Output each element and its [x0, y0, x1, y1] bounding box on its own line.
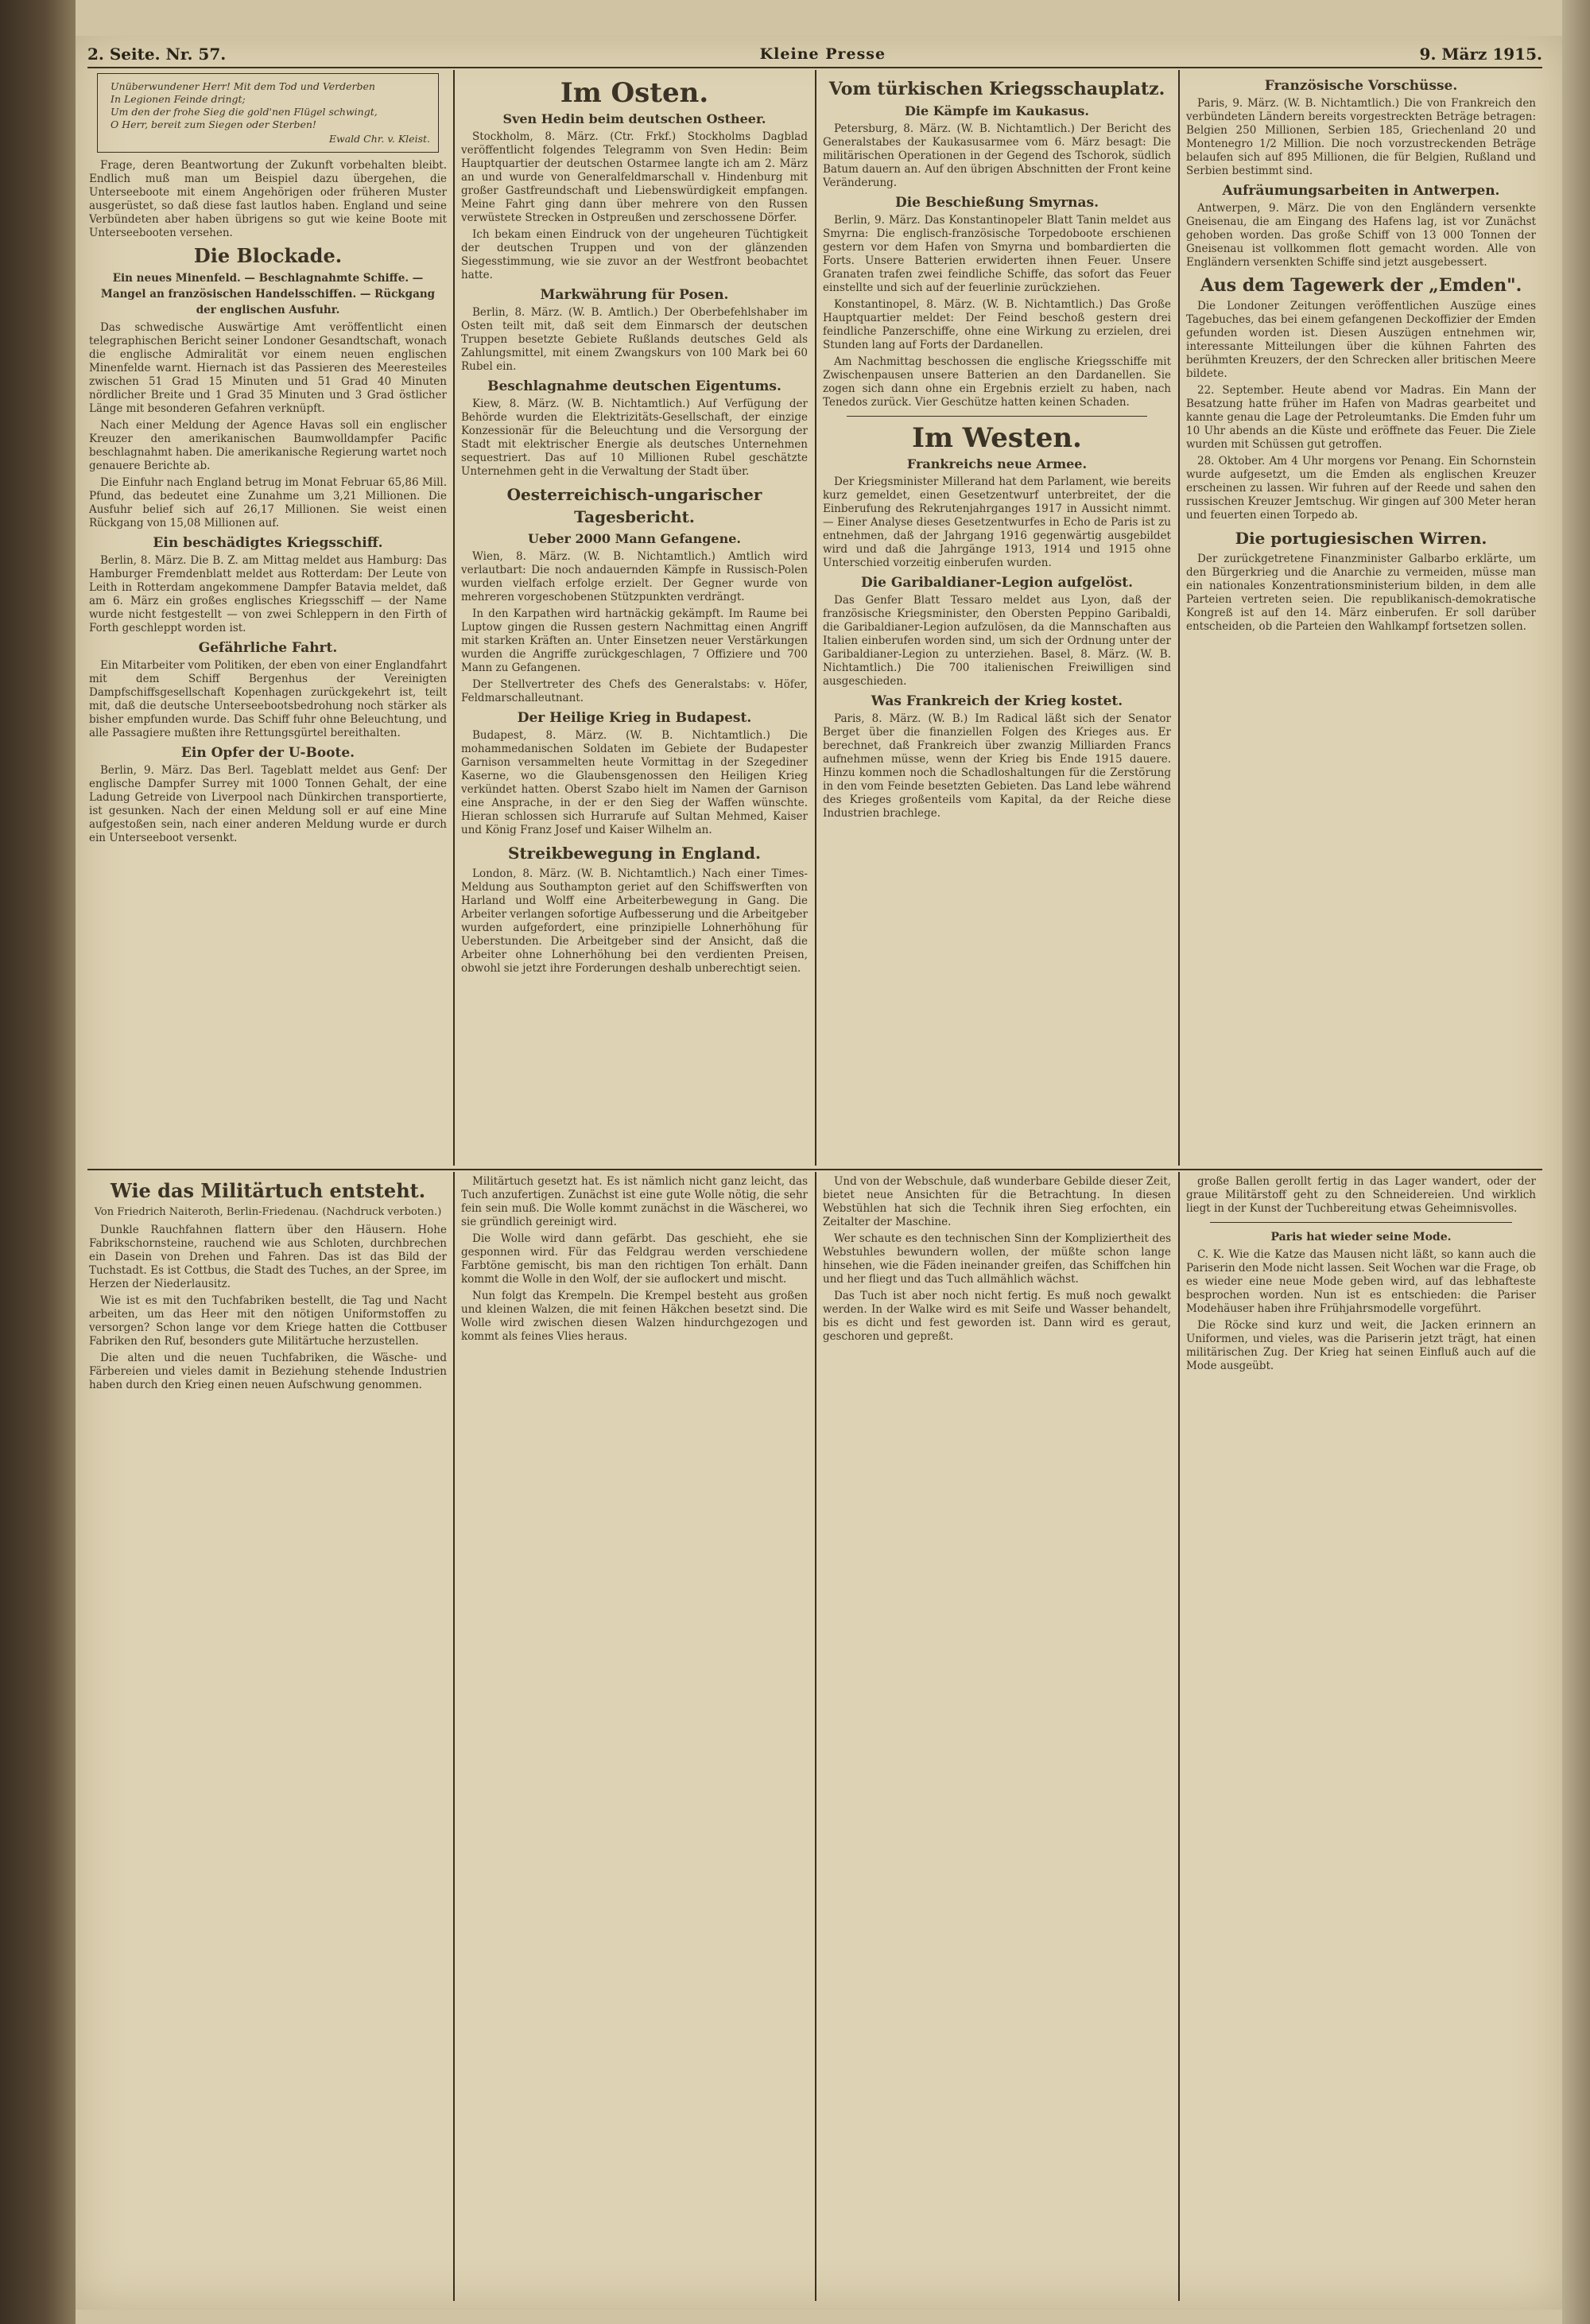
- article-paragraph: Dunkle Rauchfahnen flattern über den Häusern. Hohe Fabrikschornsteine, rauchend wie aus Schloten, durchbrechen ein Dasein von Drehen und Fahren. Das ist das Bild der Tuchstadt. Es ist Cottbus, die Stadt des Tuches, an der Spree, im Herzen der Niederlausitz.: [89, 1224, 447, 1290]
- headline-war-cost: Was Frankreich der Krieg kostet.: [871, 693, 1123, 709]
- subheadline-east: Sven Hedin beim deutschen Ostheer.: [502, 111, 766, 126]
- feuilleton-col-2: [461, 1175, 808, 2296]
- headline-smyrna: Die Beschießung Smyrnas.: [894, 195, 1099, 211]
- subheadline-west: Frankreichs neue Armee.: [906, 456, 1088, 471]
- headline-advances: Französische Vorschüsse.: [1264, 78, 1458, 94]
- article-byline: Von Friedrich Naiteroth, Berlin-Friedenau. (Nachdruck verboten.): [94, 1206, 442, 1218]
- article-paragraph: 22. September. Heute abend vor Madras. Ein Mann der Besatzung hatte früher im Hafen von Madras gearbeitet und kannte genau die Lage der Petroleumtanks. Die Emden fuhr um 10 Uhr abends an die Küste und eröffnete das Feuer. Die Ziele wurden mit Schüssen gut getroffen.: [1186, 384, 1536, 451]
- article-paragraph: Budapest, 8. März. (W. B. Nichtamtlich.) Die mohammedanischen Soldaten im Gebiete der Budapester Garnison versammelten heute Vormittag in der Szegediner Kaserne, wo die Glaubensgenossen den Heiligen Krieg verkündet hatten. Oberst Szabo hielt im Namen der Garnison eine Ansprache, in der er den Sieg der Waffen wünschte. Hieran schlossen sich Hurrarufe auf Sultan Mehmed, Kaiser und König Franz Josef und Kaiser Wilhelm an.: [461, 729, 808, 836]
- book-binding: [0, 0, 76, 2324]
- headline-property: Beschlagnahme deutschen Eigentums.: [487, 378, 781, 394]
- article-paragraph: Militärtuch gesetzt hat. Es ist nämlich nicht ganz leicht, das Tuch anzufertigen. Zunächst ist eine gute Wolle nötig, die sehr fein sein muß. Die Wolle kommt zunächst in die Wäscherei, wo sie gründlich gereinigt wird.: [461, 1175, 808, 1228]
- headline-uboat-victim: Ein Opfer der U-Boote.: [180, 745, 355, 761]
- poem-author: Ewald Chr. v. Kleist.: [328, 133, 430, 145]
- article-paragraph: London, 8. März. (W. B. Nichtamtlich.) Nach einer Times-Meldung aus Southampton geriet auf den Schiffswerften von Harland und Wolff eine Arbeiterbewegung in Gang. Die Arbeiter verlangen sofortige Aufbesserung und die Arbeitgeber wurden aufgefordert, eine prinzipielle Lohnerhöhung für Ueberstunden. Die Arbeitgeber sind der Ansicht, daß die Arbeiter ohne Lohnerhöhung bei den verdienten Preisen, obwohl sie jetzt ihre Forderungen deshalb unberechtigt seien.: [461, 867, 808, 975]
- feuilleton-col-1: [89, 1175, 447, 2296]
- article-paragraph: In den Karpathen wird hartnäckig gekämpft. Im Raume bei Luptow gingen die Russen gestern Nachmittag einen Angriff mit starken Kräften an. Unter Einsetzen neuer Verstärkungen wurden die Angriffe zurückgeschlagen, 7 Offiziere und 700 Mann zu Gefangenen.: [461, 607, 808, 674]
- article-paragraph: Nach einer Meldung der Agence Havas soll ein englischer Kreuzer den amerikanischen Baumwolldampfer Pacific beschlagnahmt haben. Die amerikanische Regierung wartet noch genauere Berichte ab.: [89, 419, 447, 472]
- article-paragraph: Die alten und die neuen Tuchfabriken, die Wäsche- und Färbereien und vieles damit in Beziehung stehende Industrien haben durch den Krieg einen neuen Aufschwung genommen.: [89, 1352, 447, 1391]
- headline-antwerp: Aufräumungsarbeiten in Antwerpen.: [1222, 183, 1500, 199]
- headline-garibaldi: Die Garibaldianer-Legion aufgelöst.: [860, 575, 1134, 591]
- poem-line: Unüberwundener Herr! Mit dem Tod und Verderben: [111, 80, 375, 92]
- article-paragraph: Wien, 8. März. (W. B. Nichtamtlich.) Amtlich wird verlautbart: Die noch andauernden Kämpfe in Russisch-Polen wurden vielfach erfolge erzielt. Der Gegner wurde von mehreren vorgeschobenen Stützpunkten verdrängt.: [461, 550, 808, 603]
- header-rule: [87, 67, 1542, 68]
- column-rule: [453, 1172, 455, 2301]
- page-edge: [1562, 0, 1590, 2324]
- headline-strike: Streikbewegung in England.: [508, 844, 761, 863]
- article-paragraph: Wer schaute es den technischen Sinn der Kompliziertheit des Webstuhles bewundern wollen, der müßte schon lange hinsehen, wie die Fäden ineinander greifen, das Schiffchen hin und her fliegt und das Tuch allmählich wächst.: [823, 1232, 1171, 1286]
- poem-line: In Legionen Feinde dringt;: [111, 93, 246, 105]
- article-paragraph: Konstantinopel, 8. März. (W. B. Nichtamtlich.) Das Große Hauptquartier meldet: Der Feind beschoß gestern drei feindliche Panzerschiffe, ohne eine Wirkung zu erzielen, drei Stunden lang auf Forts der Dardanellen.: [823, 298, 1171, 351]
- article-paragraph: Die Londoner Zeitungen veröffentlichen Auszüge eines Tagebuches, das bei einem gefangenen Deckoffizier der Emden gefunden worden ist. Diesen Auszügen entnehmen wir, interessante Mitteilungen über die kühnen Fahrten des berühmten Kreuzers, der den Schrecken aller britischen Meere bildete.: [1186, 300, 1536, 380]
- article-paragraph: Petersburg, 8. März. (W. B. Nichtamtlich.) Der Bericht des Generalstabes der Kaukasusarmee vom 6. März besagt: Die militärischen Operationen in der Gegend des Tschorok, südlich Batum dauern an. Auf den übrigen Abschnitten der Front keine Veränderung.: [823, 122, 1171, 189]
- article-paragraph: Das Tuch ist aber noch nicht fertig. Es muß noch gewalkt werden. In der Walke wird es mit Seife und Wasser behandelt, bis es dicht und fest geworden ist. Dann wird es geraut, geschoren und gepreßt.: [823, 1290, 1171, 1343]
- issue-date: 9. März 1915.: [1419, 45, 1542, 64]
- page-number: 2. Seite. Nr. 57.: [87, 45, 227, 64]
- article-paragraph: Die Wolle wird dann gefärbt. Das geschieht, ehe sie gesponnen wird. Für das Feldgrau werden verschiedene Farbtöne gemischt, bis man den richtigen Ton erhält. Dann kommt die Wolle in den Wolf, der sie auflockert und mischt.: [461, 1232, 808, 1286]
- article-paragraph: Berlin, 8. März. (W. B. Amtlich.) Der Oberbefehlshaber im Osten teilt mit, daß seit dem Einmarsch der deutschen Truppen besetzte Gebiete Rußlands deutsches Geld als Zahlungsmittel, mit einem Zwangskurs von 100 Mark bei 60 Rubel ein.: [461, 306, 808, 373]
- poem-box: [97, 73, 439, 153]
- column-rule: [1178, 70, 1180, 1166]
- newspaper-title: Kleine Presse: [759, 45, 886, 63]
- headline-holy-war: Der Heilige Krieg in Budapest.: [517, 710, 752, 726]
- headline-portugal: Die portugiesischen Wirren.: [1235, 529, 1487, 548]
- article-paragraph: Berlin, 8. März. Die B. Z. am Mittag meldet aus Hamburg: Das Hamburger Fremdenblatt meldet aus Rotterdam: Der Leute von Leith in Rotterdam angekommene Dampfer Batavia meldet, daß am 6. März ein großes englisches Kriegsschiff — der Name wurde nicht festgestellt — von zwei Schleppern in den Firth of Forth geschleppt worden ist.: [89, 554, 447, 634]
- headline-dangerous-trip: Gefährliche Fahrt.: [198, 640, 338, 656]
- section-divider: [1210, 1222, 1512, 1223]
- article-paragraph: Antwerpen, 9. März. Die von den Engländern versenkte Gneisenau, die am Eingang des Hafens lag, ist vor Zunächst gehoben worden. Das große Schiff von 13 000 Tonnen der Gneisenau ist vollkommen flott gemacht worden. Alle von Engländern versenkten Schiffe sind jetzt ausgebessert.: [1186, 202, 1536, 269]
- page-header: [87, 44, 1542, 64]
- headline-damaged-ship: Ein beschädigtes Kriegsschiff.: [153, 535, 383, 551]
- article-paragraph: Das Genfer Blatt Tessaro meldet aus Lyon, daß der französische Kriegsminister, den Obersten Peppino Garibaldi, die Garibaldianer-Legion aufzulösen, da die Mannschaften aus Italien einberufen worden sind, um sich der Ordnung unter der Garibaldianer-Legion zu unterziehen. Basel, 8. März. (W. B. Nichtamtlich.) Die 700 italienischen Freiwilligen sind ausgeschieden.: [823, 594, 1171, 688]
- column-3: [823, 73, 1171, 1164]
- article-paragraph: C. K. Wie die Katze das Mausen nicht läßt, so kann auch die Pariserin den Mode nicht lassen. Seit Wochen war die Frage, ob es wieder eine neue Mode geben wird, auf das lebhafteste besprochen worden. Nun ist es entschieden: die Pariser Modehäuser haben ihre Frühjahrsmodelle vorgeführt.: [1186, 1248, 1536, 1315]
- article-paragraph: Kiew, 8. März. (W. B. Nichtamtlich.) Auf Verfügung der Behörde wurden die Elektrizitäts-Gesellschaft, der einzige Konzessionär für die Beleuchtung und die Versorgung der Stadt mit elektrischer Energie als deutsches Unternehmen sequestriert. Das auf 10 Millionen Rubel geschätzte Unternehmen geht in die Verwaltung der Stadt über.: [461, 398, 808, 478]
- feuilleton-rule: [87, 1169, 1542, 1170]
- headline-currency: Markwährung für Posen.: [540, 287, 729, 303]
- section-divider: [847, 416, 1147, 417]
- article-paragraph: Paris, 9. März. (W. B. Nichtamtlich.) Die von Frankreich den verbündeten Ländern bereits vorgestreckten Beträge betragen: Belgien 250 Millionen, Serbien 185, Griechenland 20 und Montenegro 1/2 Million. Die noch vorzustreckenden Beträge belaufen sich auf 895 Millionen, die für Belgien, Rußland und Serbien bestimmt sind.: [1186, 97, 1536, 177]
- article-paragraph: Paris, 8. März. (W. B.) Im Radical läßt sich der Senator Berget über die finanziellen Folgen des Krieges aus. Er berechnet, daß Frankreich über zwanzig Milliarden Francs aufnehmen müsse, wenn der Krieg bis Ende 1915 dauere. Hinzu kommen noch die Schadloshaltungen für die Zerstörung in den vom Feinde besetzten Gebieten. Das Land lebe während des Krieges großenteils vom Kapital, da der Reiche diese Industrien brachlege.: [823, 712, 1171, 820]
- feuilleton-col-3: [823, 1175, 1171, 2296]
- column-1: [89, 73, 447, 1164]
- article-paragraph: Der Kriegsminister Millerand hat dem Parlament, wie bereits kurz gemeldet, einen Gesetzentwurf unterbreitet, der die Einberufung des Rekrutenjahrganges 1917 in Aussicht nimmt. — Einer Analyse dieses Gesetzentwurfes in Echo de Paris ist zu entnehmen, daß der Jahrgang 1916 gegenwärtig ausgebildet wird und daß die Jahrgänge 1913, 1914 und 1915 ohne Unterschied vorzeitig einberufen wurden.: [823, 475, 1171, 569]
- article-paragraph: Die Einfuhr nach England betrug im Monat Februar 65,86 Mill. Pfund, das bedeutet eine Zunahme um 3,21 Millionen. Die Ausfuhr belief sich auf 26,17 Millionen. Sie weist einen Rückgang von 15,08 Millionen auf.: [89, 476, 447, 530]
- column-2: [461, 73, 808, 1164]
- subheadline-austria: Ueber 2000 Mann Gefangene.: [528, 531, 741, 546]
- article-paragraph: Ich bekam einen Eindruck von der ungeheuren Tüchtigkeit der deutschen Truppen und von der glänzenden Siegesstimmung, wie sie zuvor an der Westfront beobachtet hatte.: [461, 228, 808, 281]
- article-paragraph: Der Stellvertreter des Chefs des Generalstabs: v. Höfer, Feldmarschalleutnant.: [461, 678, 808, 704]
- article-paragraph: Der zurückgetretene Finanzminister Galbarbo erklärte, um den Bürgerkrieg und die Anarchie zu vermeiden, müsse man ein nationales Konzentrationsministerium bilden, in dem alle Parteien vertreten seien. Die republikanisch-demokratische Kongreß ist auf den 14. März einberufen. Er soll darüber entscheiden, ob die Parteien den Wahlkampf fortsetzen sollen.: [1186, 553, 1536, 633]
- headline-khaki: Wie das Militärtuch entsteht.: [110, 1179, 426, 1202]
- headline-east: Im Osten.: [560, 77, 709, 109]
- article-paragraph: Berlin, 9. März. Das Berl. Tageblatt meldet aus Genf: Der englische Dampfer Surrey mit 1000 Tonnen Gehalt, der eine Ladung Getreide von Liverpool nach Dünkirchen transportierte, ist gesunken. Nach der einen Meldung soll er auf eine Mine aufgestoßen sein, nach einer anderen Meldung wurde er durch ein Unterseeboot versenkt.: [89, 764, 447, 844]
- article-paragraph: Wie ist es mit den Tuchfabriken bestellt, die Tag und Nacht arbeiten, um das Heer mit den nötigen Uniformstoffen zu versorgen? Schon lange vor dem Kriege hatten die Cottbuser Fabriken den Ruf, besonders gute Militärtuche herzustellen.: [89, 1294, 447, 1348]
- article-paragraph: Und von der Webschule, daß wunderbare Gebilde dieser Zeit, bietet neue Ansichten für die Betrachtung. In diesen Webstühlen hat sich die Technik ihren Sieg erfochten, ein Zeitalter der Maschine.: [823, 1175, 1171, 1228]
- article-paragraph: Die Röcke sind kurz und weit, die Jacken erinnern an Uniformen, und vieles, was die Pariserin jetzt trägt, hat einen militärischen Zug. Der Krieg hat seinen Einfluß auch auf die Mode ausgeübt.: [1186, 1319, 1536, 1372]
- poem-line: O Herr, bereit zum Siegen oder Sterben!: [111, 118, 316, 130]
- article-paragraph: Nun folgt das Krempeln. Die Krempel besteht aus großen und kleinen Walzen, die mit feinen Häkchen besetzt sind. Die Wolle wird zwischen diesen Walzen hindurchgezogen und kommt als feines Vlies heraus.: [461, 1290, 808, 1343]
- article-paragraph: große Ballen gerollt fertig in das Lager wandert, oder der graue Militärstoff geht zu den Schneidereien. Und wirklich liegt in der Kunst der Tuchbereitung etwas Geheimnisvolles.: [1186, 1175, 1536, 1215]
- column-rule: [815, 1172, 816, 2301]
- headline-paris-fashion: Paris hat wieder seine Mode.: [1270, 1231, 1452, 1243]
- column-4: [1186, 73, 1536, 1164]
- article-paragraph: 28. Oktober. Am 4 Uhr morgens vor Penang. Ein Schornstein wurde aufgesetzt, um die Emden als englischen Kreuzer erscheinen zu lassen. Wir fuhren auf der Reede und sahen den russischen Kreuzer Jemtschug. Wir gingen auf 300 Meter heran und feuerten einen Torpedo ab.: [1186, 455, 1536, 522]
- article-paragraph: Stockholm, 8. März. (Ctr. Frkf.) Stockholms Dagblad veröffentlicht folgendes Telegramm von Sven Hedin: Beim Hauptquartier der deutschen Ostarmee langte ich am 2. März an und wurde von Generalfeldmarschall v. Hindenburg mit großer Gastfreundschaft und Liebenswürdigkeit empfangen. Meine Fahrt ging dann über mehrere von den Russen verwüstete Strecken in Ostpreußen und zerschossene Dörfer.: [461, 130, 808, 224]
- headline-emden: Aus dem Tagewerk der „Emden".: [1200, 275, 1522, 296]
- intro-paragraph: Frage, deren Beantwortung der Zukunft vorbehalten bleibt. Endlich muß man um Beispiel dazu übergehen, die Unterseeboote mit einem Angehörigen oder früheren Muster ausgerüstet, so daß diese fast lautlos haben. England und seine Verbündeten aber haben übrigens so gut wie keine Boote mit Unterseebooten versehen.: [89, 159, 447, 239]
- article-paragraph: Das schwedische Auswärtige Amt veröffentlicht einen telegraphischen Bericht seiner Londoner Gesandtschaft, wonach die englische Admiralität vor einem neuen englischen Minenfelde warnt. Hiernach ist das Passieren des Meeresteiles zwischen 51 Grad 15 Minuten und 51 Grad 40 Minuten nördlicher Breite und 1 Grad 35 Minuten und 3 Grad östlicher Länge mit besonderen Gefahren verknüpft.: [89, 321, 447, 415]
- headline-blockade: Die Blockade.: [193, 244, 343, 267]
- headline-austria-report: Oesterreichisch-ungarischer Tagesbericht.: [506, 485, 762, 526]
- subheadline-blockade: Ein neues Minenfeld. — Beschlagnahmte Schiffe. — Mangel an französischen Handelsschiffen. — Rückgang der englischen Ausfuhr.: [100, 272, 436, 316]
- headline-west: Im Westen.: [912, 422, 1082, 454]
- article-paragraph: Am Nachmittag beschossen die englische Kriegsschiffe mit Zwischenpausen unsere Batterien an den Dardanellen. Sie zogen sich dann ohne ein Ergebnis erzielt zu haben, nach Tenedos zurück. Vier Geschütze hatten keinen Schaden.: [823, 355, 1171, 409]
- poem-line: Um den der frohe Sieg die gold'nen Flügel schwingt,: [111, 106, 378, 118]
- subheadline-caucasus: Die Kämpfe im Kaukasus.: [905, 103, 1089, 118]
- column-rule: [1178, 1172, 1180, 2301]
- article-paragraph: Ein Mitarbeiter vom Politiken, der eben von einer Englandfahrt mit dem Schiff Bergenhus der Vereinigten Dampfschiffsgesellschaft Kopenhagen zurückgekehrt ist, teilt mit, daß die deutsche Unterseebootsbedrohung noch stärker als bisher empfunden wurde. Das Schiff fuhr ohne Beleuchtung, und alle Passagiere mußten ihre Rettungsgürtel bereithalten.: [89, 659, 447, 739]
- headline-turkey: Vom türkischen Kriegsschauplatz.: [828, 79, 1165, 99]
- article-paragraph: Berlin, 9. März. Das Konstantinopeler Blatt Tanin meldet aus Smyrna: Die englisch-französische Torpedoboote erschienen gestern vor dem Hafen von Smyrna und bombardierten die Forts. Unsere Batterien erwiderten ihnen Feuer. Unsere Granaten trafen zwei feindliche Schiffe, das sofort das Feuer einstellte und sich auf der feuerlinie zurückziehen.: [823, 214, 1171, 294]
- column-rule: [815, 70, 816, 1166]
- feuilleton-col-4: [1186, 1175, 1536, 2296]
- column-rule: [453, 70, 455, 1166]
